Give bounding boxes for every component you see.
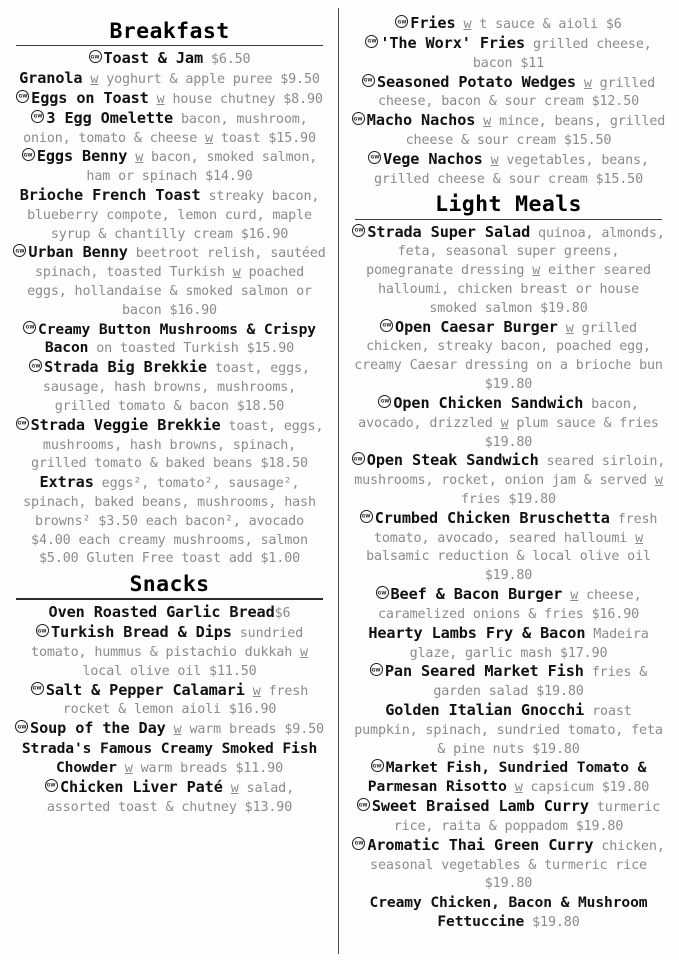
gluten-wise-icon [22, 148, 35, 161]
menu-item-name: 3 Egg Omelette [46, 108, 174, 127]
menu-item [349, 223, 668, 317]
menu-item-name: Strada Veggie Brekkie [30, 415, 221, 434]
menu-item-description: quinoa, almonds, feta, seasonal super greens, pomegranate dressing w either seared halloumi, chicken breast or house smoked salmon $19.80 [366, 225, 665, 316]
gluten-wise-icon [36, 624, 49, 637]
menu-item-description: w fresh rocket & lemon aioli $16.90 [62, 683, 309, 718]
menu-item-name: Eggs on Toast [31, 88, 149, 107]
menu-item-name: Extras [39, 473, 94, 492]
menu-item [349, 836, 668, 892]
menu-item-name: Fries [410, 14, 456, 32]
menu-item [10, 243, 329, 318]
menu-item-description: w cheese, caramelized onions & fries $16.90 [377, 588, 642, 622]
gluten-wise-icon [370, 663, 383, 676]
menu-item [10, 69, 329, 88]
menu-item-description: chicken, seasonal vegetables & turmeric rice $19.80 [370, 838, 665, 892]
menu-item-description: on toasted Turkish $15.90 [88, 341, 295, 357]
menu-item-name: Salt & Pepper Calamari [45, 680, 245, 699]
menu-item-name: Pan Seared Market Fish [384, 662, 584, 681]
gluten-wise-icon [352, 452, 365, 465]
gluten-wise-icon [362, 74, 375, 87]
menu-item-name: Creamy Button Mushrooms & Crispy Bacon [38, 320, 316, 357]
gluten-wise-icon [376, 586, 389, 599]
menu-item [10, 681, 329, 719]
menu-item-description: grilled cheese, bacon $11 [472, 36, 652, 71]
menu-item [10, 416, 329, 472]
menu-item [349, 797, 668, 835]
gluten-wise-icon [89, 50, 102, 63]
menu-item [349, 394, 668, 450]
gluten-wise-icon [13, 244, 26, 257]
menu-item-description: w capsicum $19.80 [514, 780, 650, 796]
menu-section [10, 573, 329, 815]
menu-item-name: Creamy Chicken, Bacon & Mushroom Fettuccine [369, 894, 648, 930]
column-divider [338, 8, 339, 954]
menu-item-name: Chicken Liver Paté [59, 777, 223, 796]
menu-item [10, 719, 329, 738]
gluten-wise-icon [395, 15, 408, 28]
section-title: Breakfast [109, 19, 230, 44]
menu-item-description: w house chutney $8.90 [156, 91, 323, 107]
menu-section [349, 14, 668, 187]
gluten-wise-icon [16, 90, 29, 103]
menu-item-description: toast, eggs, mushrooms, hash browns, spinach, grilled tomato & baked beans $18.50 [31, 418, 324, 472]
menu-item [349, 758, 668, 796]
menu-item [10, 358, 329, 414]
menu-item-description: w vegetables, beans, grilled cheese & sour cream $15.50 [373, 152, 649, 187]
menu-item-description: $6.50 [203, 52, 251, 68]
gluten-wise-icon [360, 510, 373, 523]
menu-item [349, 451, 668, 507]
menu-item [10, 320, 329, 358]
menu-item-description: w mince, beans, grilled cheese & sour cream $15.50 [405, 114, 666, 149]
menu-item [10, 147, 329, 185]
menu-item-name: Toast & Jam [103, 49, 203, 68]
menu-item-name: Urban Benny [28, 243, 128, 262]
gluten-wise-icon [45, 779, 58, 792]
menu-item-description: $6 [274, 606, 291, 622]
section-divider [355, 219, 662, 220]
gluten-wise-icon [368, 151, 381, 164]
section-divider [16, 598, 323, 600]
menu-item-description: w salad, assorted toast & chutney $13.90 [46, 780, 295, 815]
menu-item-name: Aromatic Thai Green Curry [367, 835, 594, 854]
left-menu-column [0, 0, 339, 960]
gluten-wise-icon [378, 395, 391, 408]
menu-item-description: w warm breads $9.50 [173, 722, 324, 738]
menu-item-name: Oven Roasted Garlic Bread [48, 603, 275, 622]
gluten-wise-icon [23, 321, 36, 334]
menu-item-name: Seasoned Potato Wedges [376, 72, 576, 91]
menu-item-name: Strada Super Salad [367, 222, 531, 241]
menu-item [349, 893, 668, 931]
menu-item-description: w t sauce & aioli $6 [463, 17, 622, 32]
menu-item-name: Open Steak Sandwich [366, 451, 539, 470]
menu-item [349, 318, 668, 393]
menu-item-description: eggs², tomato², sausage², spinach, baked beans, mushrooms, hash browns² $3.50 each bacon², avocado $4.00 each creamy mushrooms, salmon $5.00 Gluten Free toast add $1.00 [23, 476, 316, 567]
menu-item-description: turmeric rice, raita & poppadom $19.80 [393, 800, 661, 834]
gluten-wise-icon [352, 837, 365, 850]
menu-item-description: sundried tomato, hummus & pistachio dukkah w local olive oil $11.50 [31, 626, 308, 679]
menu-section [10, 20, 329, 567]
menu-item-name: Beef & Bacon Burger [390, 585, 563, 604]
menu-item-description: fries & garden salad $19.80 [433, 665, 648, 700]
menu-item [10, 778, 329, 816]
menu-item-name: 'The Worx' Fries [380, 33, 526, 52]
menu-item [349, 34, 668, 72]
menu-item-description: Madeira glaze, garlic mash $17.90 [409, 626, 649, 661]
gluten-wise-icon [371, 759, 384, 772]
menu-item-description: streaky bacon, blueberry compote, lemon curd, maple syrup & chantilly cream $16.90 [27, 188, 320, 242]
menu-item-description: w warm breads $11.90 [124, 760, 283, 776]
menu-item-description: bacon, mushroom, onion, tomato & cheese w toast $15.90 [23, 111, 316, 146]
menu-item-description: w grilled cheese, bacon & sour cream $12.50 [377, 75, 656, 110]
menu-item-name: Hearty Lambs Fry & Bacon [368, 623, 586, 642]
gluten-wise-icon [380, 319, 393, 332]
gluten-wise-icon [29, 359, 42, 372]
menu-item-name: Open Chicken Sandwich [393, 393, 584, 412]
menu-item-name: Eggs Benny [36, 147, 128, 166]
menu-item [10, 186, 329, 242]
section-divider [16, 45, 323, 46]
menu-item [349, 111, 668, 149]
menu-item-name: Strada Big Brekkie [44, 358, 207, 377]
menu-item-description: seared sirloin, mushrooms, rocket, onion jam & served w fries $19.80 [354, 454, 666, 507]
gluten-wise-icon [352, 224, 365, 237]
gluten-wise-icon [352, 112, 365, 125]
gluten-wise-icon [31, 110, 44, 123]
menu-item-name: Brioche French Toast [19, 185, 201, 204]
menu-item-name: Strada's Famous Creamy Smoked Fish Chowder [21, 740, 318, 776]
menu-item-description: roast pumpkin, spinach, sundried tomato, feta & pine nuts $19.80 [354, 703, 663, 757]
menu-item-name: Crumbed Chicken Bruschetta [374, 508, 610, 527]
right-menu-column [339, 0, 678, 960]
menu-item-name: Soup of the Day [30, 719, 166, 738]
menu-item-description: bacon, avocado, drizzled w plum sauce & fries $19.80 [358, 396, 659, 450]
menu-item-description: w grilled chicken, streaky bacon, poached egg, creamy Caesar dressing on a brioche bun $19.80 [354, 320, 663, 393]
menu-item-name: Granola [19, 68, 83, 87]
menu-item [349, 701, 668, 757]
menu-item [10, 623, 329, 679]
menu-item [349, 14, 668, 33]
menu-item-name: Golden Italian Gnocchi [385, 700, 585, 719]
menu-item [349, 624, 668, 662]
menu-item-description: fresh tomato, avocado, seared halloumi w balsamic reduction & local olive oil $19.80 [366, 511, 658, 584]
section-title: Snacks [129, 572, 210, 598]
menu-item [349, 73, 668, 111]
section-title: Light Meals [435, 192, 582, 218]
menu-item [10, 603, 329, 622]
menu-item-name: Vege Nachos [383, 149, 483, 168]
gluten-wise-icon [15, 720, 28, 733]
menu-item-description: toast, eggs, sausage, hash browns, mushrooms, grilled tomato & bacon $18.50 [42, 361, 310, 414]
menu-item-name: Market Fish, Sundried Tomato & Parmesan Risotto [367, 759, 647, 796]
gluten-wise-icon [365, 35, 378, 48]
menu-item [10, 473, 329, 567]
menu-item-name: Sweet Braised Lamb Curry [371, 797, 589, 816]
menu-item [349, 509, 668, 584]
menu-item [349, 585, 668, 623]
menu-item [10, 89, 329, 108]
menu-item [10, 49, 329, 68]
gluten-wise-icon [16, 417, 29, 430]
menu-item-description: beetroot relish, sautéed spinach, toasted Turkish w poached eggs, hollandaise & smoked salmon or bacon $16.90 [27, 246, 326, 318]
gluten-wise-icon [31, 682, 44, 695]
menu-item-name: Turkish Bread & Dips [50, 623, 232, 642]
menu-item-description: w yoghurt & apple puree $9.50 [90, 71, 320, 87]
menu-item-name: Open Caesar Burger [395, 317, 558, 336]
menu-item [10, 739, 329, 777]
menu-item [349, 150, 668, 188]
menu-item [349, 662, 668, 700]
gluten-wise-icon [357, 798, 370, 811]
menu-item [10, 109, 329, 147]
menu-item-name: Macho Nachos [366, 111, 476, 130]
menu-item-description: $19.80 [524, 914, 580, 930]
menu-item-description: w bacon, smoked salmon, ham or spinach $14.90 [86, 150, 318, 185]
menu-section [349, 193, 668, 930]
